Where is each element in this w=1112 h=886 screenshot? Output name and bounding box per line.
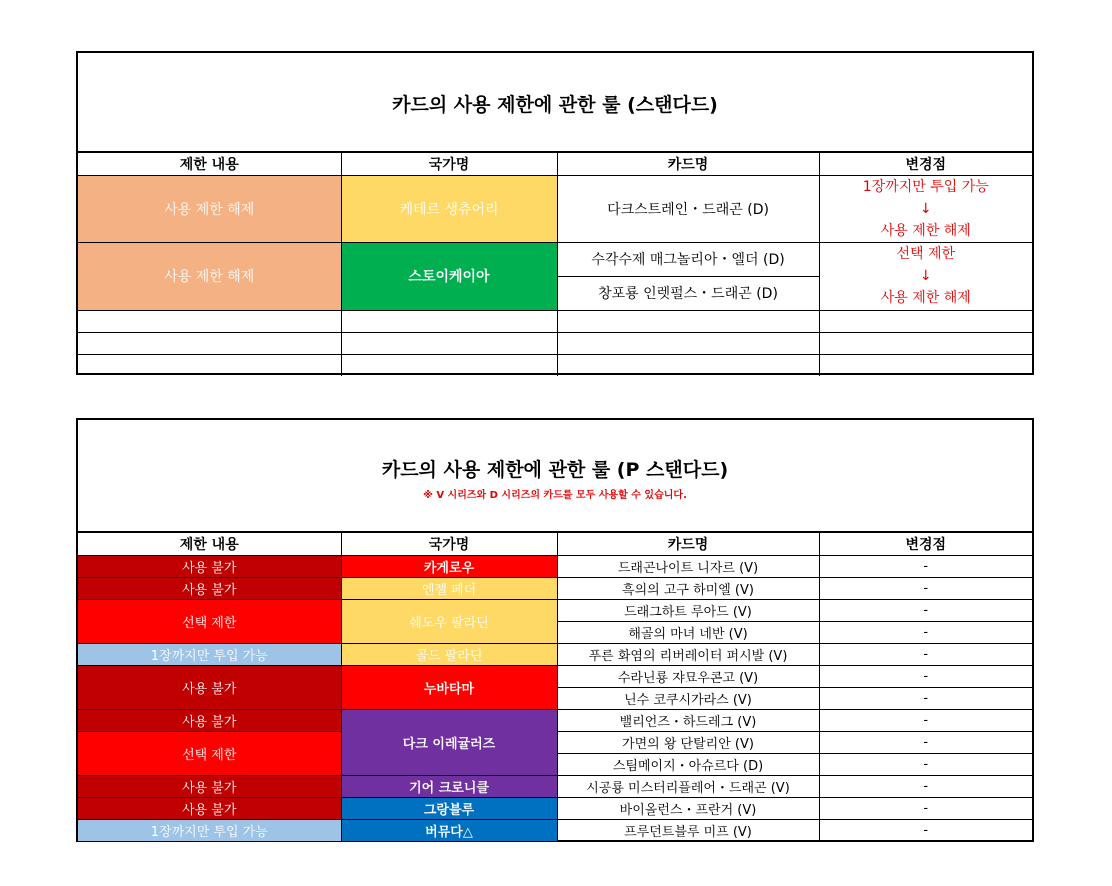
sheet-title-area	[78, 53, 1032, 153]
change-to: 사용 제한 해제	[880, 222, 971, 239]
standard-restriction-sheet	[76, 51, 1034, 375]
empty-row	[78, 310, 1032, 332]
card-cell: 시공룡 미스터리플레어・드래곤 (V)	[557, 775, 819, 797]
change-from: 선택 제한	[896, 246, 956, 262]
table-row	[78, 175, 1032, 242]
change-cell: -	[819, 621, 1032, 643]
change-cell: -	[819, 599, 1032, 621]
restriction-cell: 선택 제한	[78, 731, 341, 775]
restriction-cell: 1장까지만 투입 가능	[78, 819, 341, 841]
nation-cell: 다크 이레귤러즈	[341, 709, 557, 775]
card-cell: 닌수 코쿠시가라스 (V)	[557, 687, 819, 709]
header-nation: 국가명	[341, 533, 557, 555]
change-arrow: ↓	[919, 268, 932, 284]
table-row	[78, 577, 1032, 599]
header-restriction: 제한 내용	[78, 533, 341, 555]
card-cell: 가면의 왕 단탈리안 (V)	[557, 731, 819, 753]
change-from: 1장까지만 투입 가능	[862, 178, 989, 195]
restriction-table	[78, 153, 1032, 376]
sheet-title-area	[78, 420, 1032, 533]
nation-cell: 기어 크로니클	[341, 775, 557, 797]
nation-cell: 스토이케이아	[341, 242, 557, 310]
nation-cell: 쉐도우 팔라딘	[341, 599, 557, 643]
restriction-cell: 사용 불가	[78, 665, 341, 709]
change-cell: -	[819, 687, 1032, 709]
restriction-cell: 사용 불가	[78, 775, 341, 797]
header-card: 카드명	[557, 153, 819, 175]
card-cell: 드래곤나이트 니자르 (V)	[557, 555, 819, 577]
header-restriction: 제한 내용	[78, 153, 341, 175]
sheet-note: ※ V 시리즈와 D 시리즈의 카드를 모두 사용할 수 있습니다.	[423, 490, 687, 501]
restriction-cell: 사용 제한 해제	[78, 175, 341, 242]
header-change: 변경점	[819, 533, 1032, 555]
change-cell: -	[819, 555, 1032, 577]
card-cell: 흑의의 고구 하미엘 (V)	[557, 577, 819, 599]
table-row	[78, 665, 1032, 687]
card-cell: 드래그하트 루아드 (V)	[557, 599, 819, 621]
change-cell: -	[819, 731, 1032, 753]
card-cell: 스팀메이지・아슈르다 (D)	[557, 753, 819, 775]
card-cell: 수라닌룡 쟈묘우콘고 (V)	[557, 665, 819, 687]
restriction-cell: 사용 불가	[78, 797, 341, 819]
change-to: 사용 제한 해제	[880, 290, 971, 306]
table-row	[78, 709, 1032, 731]
table-row	[78, 242, 1032, 276]
table-row	[78, 797, 1032, 819]
nation-cell: 누바타마	[341, 665, 557, 709]
header-change: 변경점	[819, 153, 1032, 175]
nation-cell: 카게로우	[341, 555, 557, 577]
card-cell: 수각수제 매그놀리아・엘더 (D)	[557, 242, 819, 276]
nation-cell: 그랑블루	[341, 797, 557, 819]
table-header-row	[78, 533, 1032, 555]
card-cell: 다크스트레인・드래곤 (D)	[557, 175, 819, 242]
change-cell	[819, 175, 1032, 242]
card-cell: 해골의 마녀 네반 (V)	[557, 621, 819, 643]
change-cell	[819, 242, 1032, 310]
change-arrow: ↓	[919, 200, 932, 217]
nation-cell: 골드 팔라딘	[341, 643, 557, 665]
restriction-cell: 사용 불가	[78, 709, 341, 731]
restriction-cell: 1장까지만 투입 가능	[78, 643, 341, 665]
nation-cell: 엔젤 페더	[341, 577, 557, 599]
change-cell: -	[819, 709, 1032, 731]
sheet-title: 카드의 사용 제한에 관한 룰 (스탠다드)	[392, 94, 718, 116]
table-row	[78, 819, 1032, 841]
empty-row	[78, 354, 1032, 376]
change-cell: -	[819, 753, 1032, 775]
table-row	[78, 555, 1032, 577]
table-row	[78, 775, 1032, 797]
nation-cell: 버뮤다△	[341, 819, 557, 841]
header-card: 카드명	[557, 533, 819, 555]
table-header-row	[78, 153, 1032, 175]
change-cell: -	[819, 643, 1032, 665]
restriction-table	[78, 533, 1032, 841]
change-cell: -	[819, 577, 1032, 599]
restriction-cell: 사용 불가	[78, 555, 341, 577]
table-row	[78, 643, 1032, 665]
card-cell: 창포룡 인렛펄스・드래곤 (D)	[557, 276, 819, 310]
header-nation: 국가명	[341, 153, 557, 175]
card-cell: 푸른 화염의 리버레이터 퍼시발 (V)	[557, 643, 819, 665]
card-cell: 바이올런스・프란거 (V)	[557, 797, 819, 819]
table-row	[78, 599, 1032, 621]
restriction-cell: 선택 제한	[78, 599, 341, 643]
change-cell: -	[819, 819, 1032, 841]
empty-row	[78, 332, 1032, 354]
card-cell: 프루던트블루 미프 (V)	[557, 819, 819, 841]
change-cell: -	[819, 665, 1032, 687]
sheet-title: 카드의 사용 제한에 관한 룰 (P 스탠다드)	[381, 459, 729, 481]
restriction-cell: 사용 불가	[78, 577, 341, 599]
card-cell: 밸리언즈・하드레그 (V)	[557, 709, 819, 731]
change-cell: -	[819, 797, 1032, 819]
change-cell: -	[819, 775, 1032, 797]
restriction-cell: 사용 제한 해제	[78, 242, 341, 310]
nation-cell: 케테르 생츄어리	[341, 175, 557, 242]
p-standard-restriction-sheet	[76, 418, 1034, 842]
